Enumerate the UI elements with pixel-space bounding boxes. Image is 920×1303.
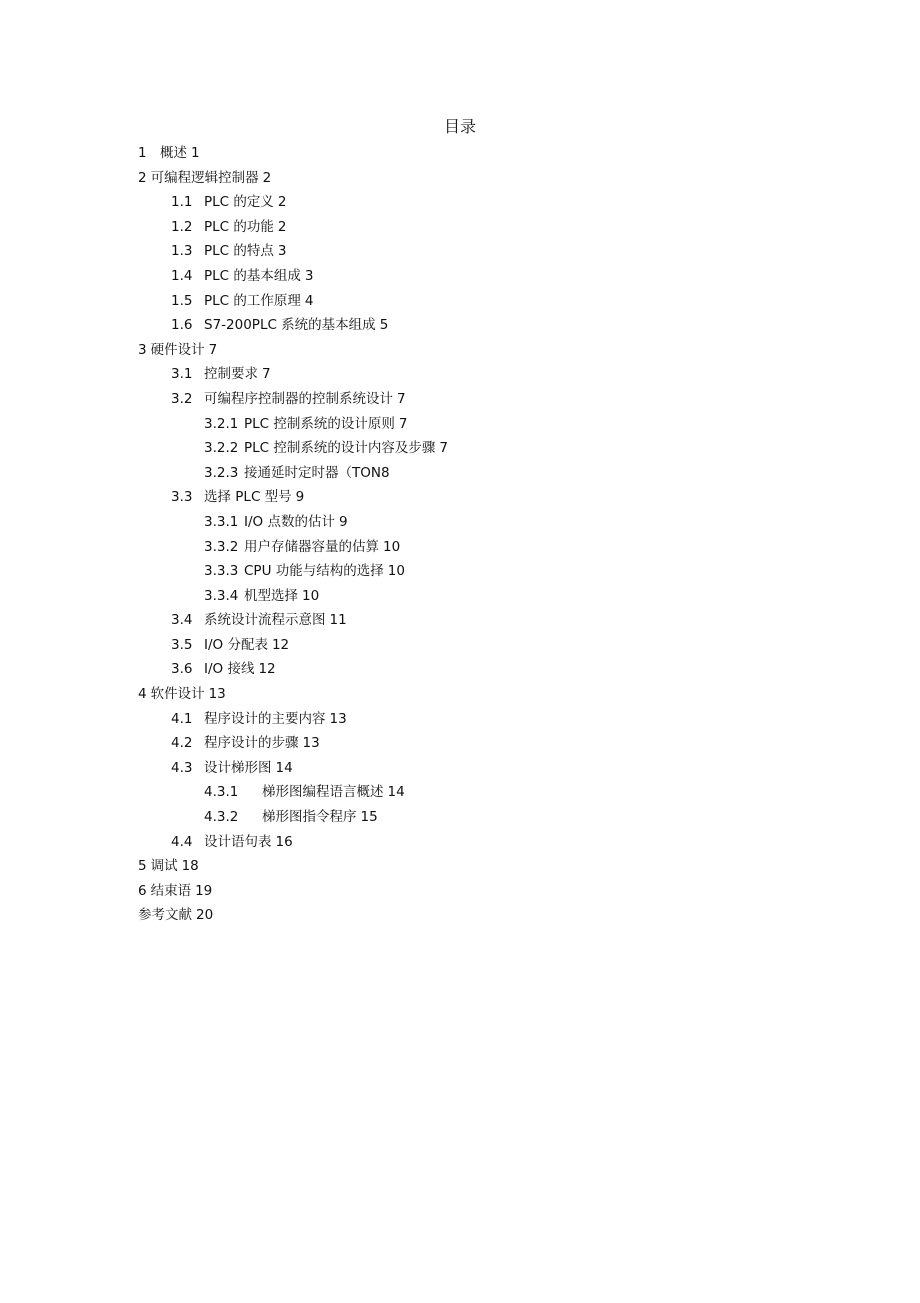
toc-entry-title: 程序设计的主要内容 (204, 710, 326, 727)
toc-entry (138, 707, 448, 732)
toc-entry-page-number: 7 (262, 366, 271, 383)
toc-entry (138, 780, 448, 805)
toc-entry-page-number: 10 (302, 587, 320, 604)
toc-entry-page-number: 2 (277, 194, 287, 211)
toc-entry-number: 3.2.2 (204, 440, 239, 457)
toc-entry (138, 682, 448, 707)
toc-entry-title: 硬件设计 (150, 341, 205, 358)
toc-entry-number: 3.3 (171, 489, 193, 506)
page-title: 目录 (443, 117, 476, 136)
toc-entry-page-number: 10 (387, 563, 405, 580)
toc-entry-title: I/O 接线 (204, 661, 255, 678)
toc-entry-title: 概述 (160, 145, 187, 161)
toc-entry (138, 264, 448, 289)
toc-entry (138, 485, 448, 510)
toc-entry-number: 3.6 (171, 661, 193, 678)
toc-entry-number: 4 (138, 686, 147, 703)
toc-entry-title: PLC 的基本组成 (204, 267, 301, 284)
toc-entry-title: PLC 控制系统的设计原则 (244, 415, 395, 432)
toc-entry-title: 软件设计 (150, 686, 205, 703)
toc-entry (138, 830, 448, 855)
toc-entry-title: S7-200PLC 系统的基本组成 (204, 317, 376, 334)
toc-entry-title: 梯形图编程语言概述 (262, 784, 384, 801)
toc-entry-page-number: 7 (208, 341, 218, 358)
toc-entry (138, 854, 448, 879)
toc-entry (138, 657, 448, 682)
toc-entry-number: 4.4 (171, 833, 193, 850)
toc-entry-number: 4.2 (171, 735, 193, 752)
toc-entry-title: 设计语句表 (204, 833, 272, 850)
toc-entry-title: PLC 的定义 (204, 194, 274, 211)
toc-entry-title: 设计梯形图 (204, 759, 272, 776)
toc-entry-title: 参考文献 (138, 907, 192, 924)
toc-entry (138, 633, 448, 658)
toc-entry (138, 559, 448, 584)
toc-entry-number: 3.2 (171, 390, 193, 407)
toc-entry-page-number: 18 (181, 858, 199, 875)
toc-entry (138, 190, 448, 215)
toc-entry (138, 903, 448, 928)
toc-entry-title: I/O 点数的估计 (244, 513, 335, 530)
toc-entry-number: 3.5 (171, 636, 193, 653)
toc-entry-page-number: 1 (191, 145, 200, 161)
toc-entry (138, 510, 448, 535)
toc-entry (138, 535, 448, 560)
toc-entry-page-number: 9 (338, 513, 348, 530)
toc-entry-number: 3.4 (171, 612, 193, 629)
toc-entry-page-number: 7 (397, 390, 406, 407)
toc-entry-title: 程序设计的步骤 (204, 735, 299, 752)
toc-entry (138, 805, 448, 830)
toc-entry-page-number: 12 (258, 661, 276, 678)
toc-entry-page-number: 9 (295, 489, 305, 506)
toc-entry-page-number: 13 (208, 686, 226, 703)
toc-entry-number: 3.1 (171, 366, 193, 383)
toc-entry-number: 3.3.3 (204, 563, 239, 580)
toc-entry-page-number: 20 (196, 907, 214, 924)
toc-entry-number: 3.3.2 (204, 538, 239, 555)
toc-entry-page-number: 3 (277, 243, 287, 260)
toc-entry-page-number: 7 (398, 415, 408, 432)
toc-entry-title: PLC 的特点 (204, 243, 274, 260)
toc-entry-title: 调试 (150, 858, 178, 875)
toc-entry-number: 5 (138, 858, 147, 875)
toc-entry-page-number: 14 (387, 784, 405, 801)
toc-entry (138, 461, 448, 486)
toc-entry (138, 166, 448, 191)
toc-entry-title: 用户存储器容量的估算 (244, 538, 379, 555)
toc-entry-page-number: 12 (271, 636, 290, 653)
toc-entry (138, 239, 448, 264)
toc-entry (138, 289, 448, 314)
toc-entry (138, 215, 448, 240)
toc-entry (138, 412, 448, 437)
toc-entry-number: 1.2 (171, 218, 193, 235)
toc-entry-number: 6 (138, 882, 147, 899)
toc-entry-page-number: 15 (360, 809, 378, 826)
toc-entry-title: CPU 功能与结构的选择 (244, 563, 384, 580)
toc-entry-number: 1.3 (171, 243, 193, 260)
toc-entry-number: 3 (138, 341, 147, 358)
toc-entry-title: 选择 PLC 型号 (204, 489, 292, 506)
toc-entry-number: 1.5 (171, 292, 193, 309)
toc-entry-number: 1 (138, 145, 147, 161)
toc-entry-number: 1.6 (171, 317, 193, 334)
toc-entry-number: 3.2.3 (204, 464, 239, 481)
toc-entry-number: 1.4 (171, 267, 193, 284)
toc-entry-number: 1.1 (171, 194, 193, 211)
toc-entry (138, 608, 448, 633)
toc-entry-page-number: 13 (302, 735, 320, 752)
toc-entry-title: PLC 的功能 (204, 218, 274, 235)
toc-entry-title: 梯形图指令程序 (262, 809, 357, 826)
toc-entry (138, 584, 448, 609)
toc-entry-page-number: 7 (439, 440, 448, 457)
toc-entry-page-number: 13 (329, 710, 347, 727)
toc-entry-title: PLC 的工作原理 (204, 292, 301, 309)
toc-entry (138, 362, 448, 387)
toc-entry-page-number: 11 (329, 612, 347, 629)
toc-entry (138, 338, 448, 363)
toc-entry-number: 4.3 (171, 759, 193, 776)
toc-entry-title: 机型选择 (244, 587, 298, 604)
toc-entry-title: PLC 控制系统的设计内容及步骤 (244, 440, 436, 457)
toc-entry-number: 2 (138, 169, 147, 186)
toc-entry-number: 3.3.1 (204, 513, 239, 530)
toc-entry (138, 387, 448, 412)
toc-entry (138, 436, 448, 461)
toc-entry-title: I/O 分配表 (204, 636, 268, 653)
toc-entry (138, 731, 448, 756)
toc-entry-title: 控制要求 (204, 366, 258, 383)
toc-entry-page-number: 5 (379, 317, 389, 334)
toc-entry (138, 141, 448, 166)
toc-entry-title: 接通延时定时器（TON8 (244, 464, 390, 481)
toc-entry-title: 结束语 (150, 882, 192, 899)
toc-entry-page-number: 19 (195, 882, 213, 899)
toc-entry-number: 3.2.1 (204, 415, 239, 432)
toc-entry-page-number: 10 (383, 538, 401, 555)
toc-entry-title: 系统设计流程示意图 (204, 612, 326, 629)
toc-entry-page-number: 2 (262, 169, 272, 186)
toc-entry (138, 879, 448, 904)
toc-entry (138, 756, 448, 781)
toc-entry-page-number: 14 (275, 759, 293, 776)
toc-entry (138, 313, 448, 338)
toc-entry-page-number: 16 (275, 833, 293, 850)
toc-entry-page-number: 3 (304, 267, 314, 284)
toc-entry-number: 4.1 (171, 710, 193, 727)
toc-entry-title: 可编程序控制器的控制系统设计 (204, 390, 393, 407)
toc-entry-number: 4.3.1 (204, 784, 239, 801)
toc-entry-number: 3.3.4 (204, 587, 239, 604)
table-of-contents (138, 141, 448, 928)
toc-entry-page-number: 4 (304, 292, 314, 309)
toc-entry-page-number: 2 (277, 218, 287, 235)
toc-entry-number: 4.3.2 (204, 809, 239, 826)
toc-entry-title: 可编程逻辑控制器 (150, 169, 259, 186)
